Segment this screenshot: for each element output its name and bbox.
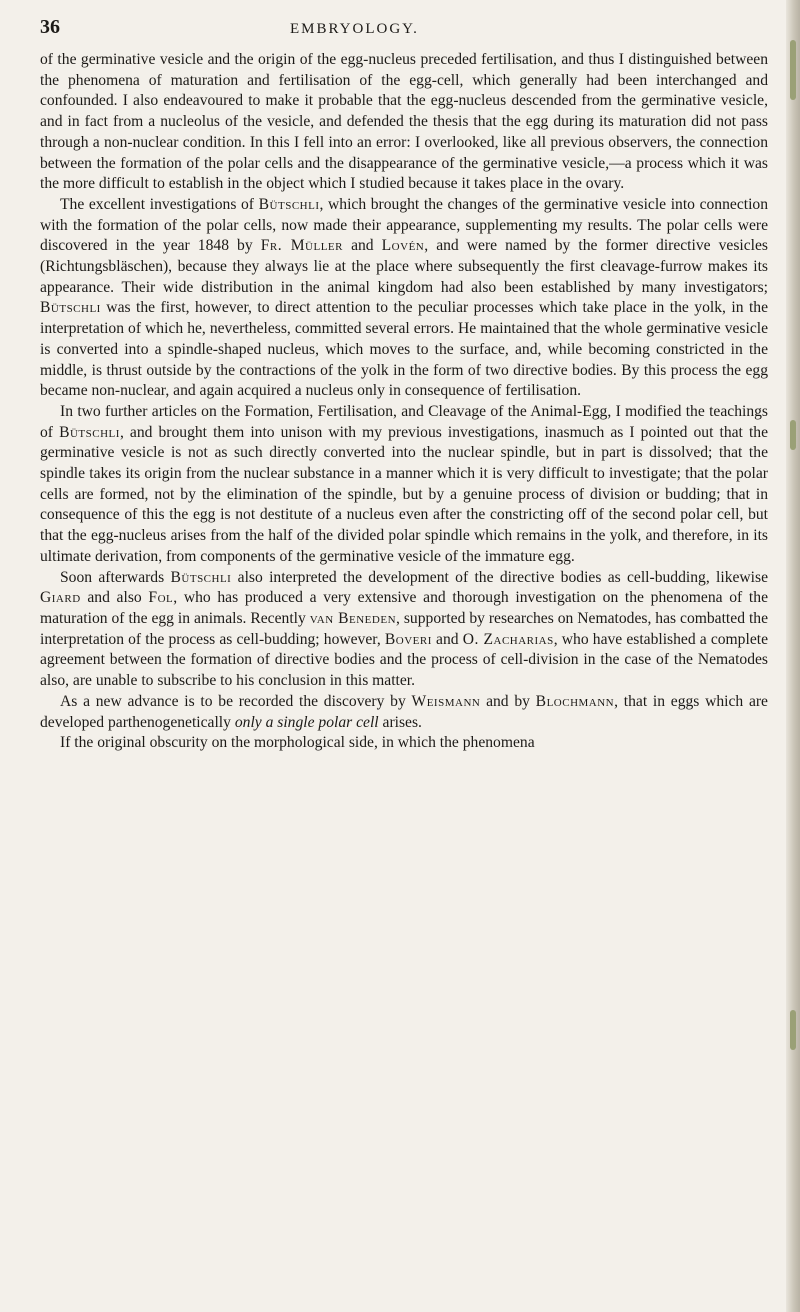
author-name: Weismann: [411, 692, 481, 710]
text-run: of the germinative vesicle and the origin of the egg-nucleus preceded fertilisation, and thus I distinguished between the phenomena of maturation and fertilisation of the egg-cell, which generally had been interchanged and confounded. I also endeavoured to make it probable that the egg-nucleus descended from the germinative vesicle, and in fact from a nucleolus of the vesicle, and defended the thesis that the egg during its maturation did not pass through a non-nuclear condition. In this I fell into an error: I overlooked, like all previous observers, the connection between the formation of the polar cells and the disappearance of the germinative vesicle,—a process which it was the more difficult to establish in the object which I studied because it takes place in the ovary.: [40, 51, 768, 193]
text-run: and by: [480, 692, 536, 710]
text-run: In two further articles on the Formation, Fertilisation, and Cleavage of the Animal-Egg, I modified the teachings of: [40, 402, 768, 441]
running-head: EMBRYOLOGY.: [290, 21, 419, 37]
author-name: van Beneden: [309, 609, 397, 627]
text-run: and also: [80, 589, 149, 607]
author-name: Bütschli: [40, 299, 101, 317]
author-name: Boveri: [384, 630, 432, 648]
paragraph: [40, 568, 768, 692]
text-run: and: [431, 630, 463, 648]
author-name: Fr. Müller: [260, 237, 343, 255]
text-run: Soon afterwards: [60, 568, 171, 586]
text-run: was the first, however, to direct attention to the peculiar processes which take place in the yolk, in the interpretation of which he, nevertheless, committed several errors. He maintained that the whole germinative vesicle is converted into a spindle-shaped nucleus, which moves to the surface, and, while becoming constricted in the middle, is thrust outside by the contractions of the yolk in the form of two directive bodies. By this process the egg became non-nuclear, and again acquired a nucleus only in consequence of fertilisation.: [40, 299, 768, 400]
author-name: Blochmann: [535, 692, 615, 710]
emphasis-text: only a single polar cell: [234, 713, 379, 731]
page-edge-stain: [790, 40, 796, 100]
paragraph: [40, 195, 768, 402]
text-run: also interpreted the development of the directive bodies as cell-budding, likewise: [231, 568, 768, 586]
text-run: As a new advance is to be recorded the discovery by: [60, 692, 412, 710]
author-name: Bütschli: [258, 195, 320, 213]
author-name: Fol: [148, 589, 174, 607]
text-run: , who has produced a very extensive and thorough investigation on the phenomena of the maturation of the egg in animals. Recently: [40, 589, 768, 627]
text-run: , that in eggs which are developed parthenogenetically: [40, 692, 768, 731]
page-edge: [786, 0, 800, 1312]
text-run: , which brought the changes of the germinative vesicle into connection with the formation of the polar cells, now made their appearance, supplementing my results. The polar cells were discovered in the year 1848 by: [40, 195, 768, 255]
page-edge-stain: [790, 1010, 796, 1050]
text-run: , and brought them into unison with my previous investigations, inasmuch as I pointed out that the germinative vesicle is not as such directly converted into the nuclear spindle, but in part is dissolved; that the spindle takes its origin from the nuclear substance in a manner which it is very difficult to investigate; that the polar cells are formed, not by the elimination of the spindle, but by a genuine process of division or budding; that in consequence of this the egg is not destitute of a nucleus even after the constricting off of the second polar cell, but that the egg-nucleus arises from the half of the divided polar spindle which remains in the yolk, and therefore, in its ultimate derivation, from components of the germinative vesicle of the immature egg.: [40, 423, 769, 565]
author-name: Bütschli: [59, 423, 120, 441]
text-run: , and were named by the former directive vesicles (Richtungsbläschen), because they always lie at the place where subsequently the first cleavage-furrow makes its appearance. Their wide distribution in the animal kingdom had also been established by many investigators;: [40, 237, 768, 296]
text-run: arises.: [378, 713, 422, 731]
page-header: [40, 16, 760, 40]
body-text: [40, 50, 768, 754]
text-run: If the original obscurity on the morphological side, in which the phenomena: [60, 734, 535, 752]
author-name: O. Zacharias: [462, 630, 554, 648]
author-name: Lovén: [381, 237, 425, 255]
author-name: Bütschli: [170, 568, 232, 586]
page-number: 36: [40, 16, 60, 38]
text-run: , who have established a complete agreement between the formation of directive bodies and the process of cell-division in the case of the Nematodes also, are unable to subscribe to his conclusion in this matter.: [40, 630, 768, 690]
text-run: and: [343, 237, 382, 255]
text-run: The excellent investigations of: [60, 195, 259, 213]
paragraph: [40, 733, 768, 754]
page-edge-stain: [790, 420, 796, 450]
paragraph: [40, 402, 768, 568]
paragraph: [40, 50, 768, 195]
text-run: , supported by researches on Nematodes, has combatted the interpretation of the process as cell-budding; however,: [40, 609, 768, 648]
author-name: Giard: [40, 589, 81, 607]
paragraph: [40, 692, 768, 733]
